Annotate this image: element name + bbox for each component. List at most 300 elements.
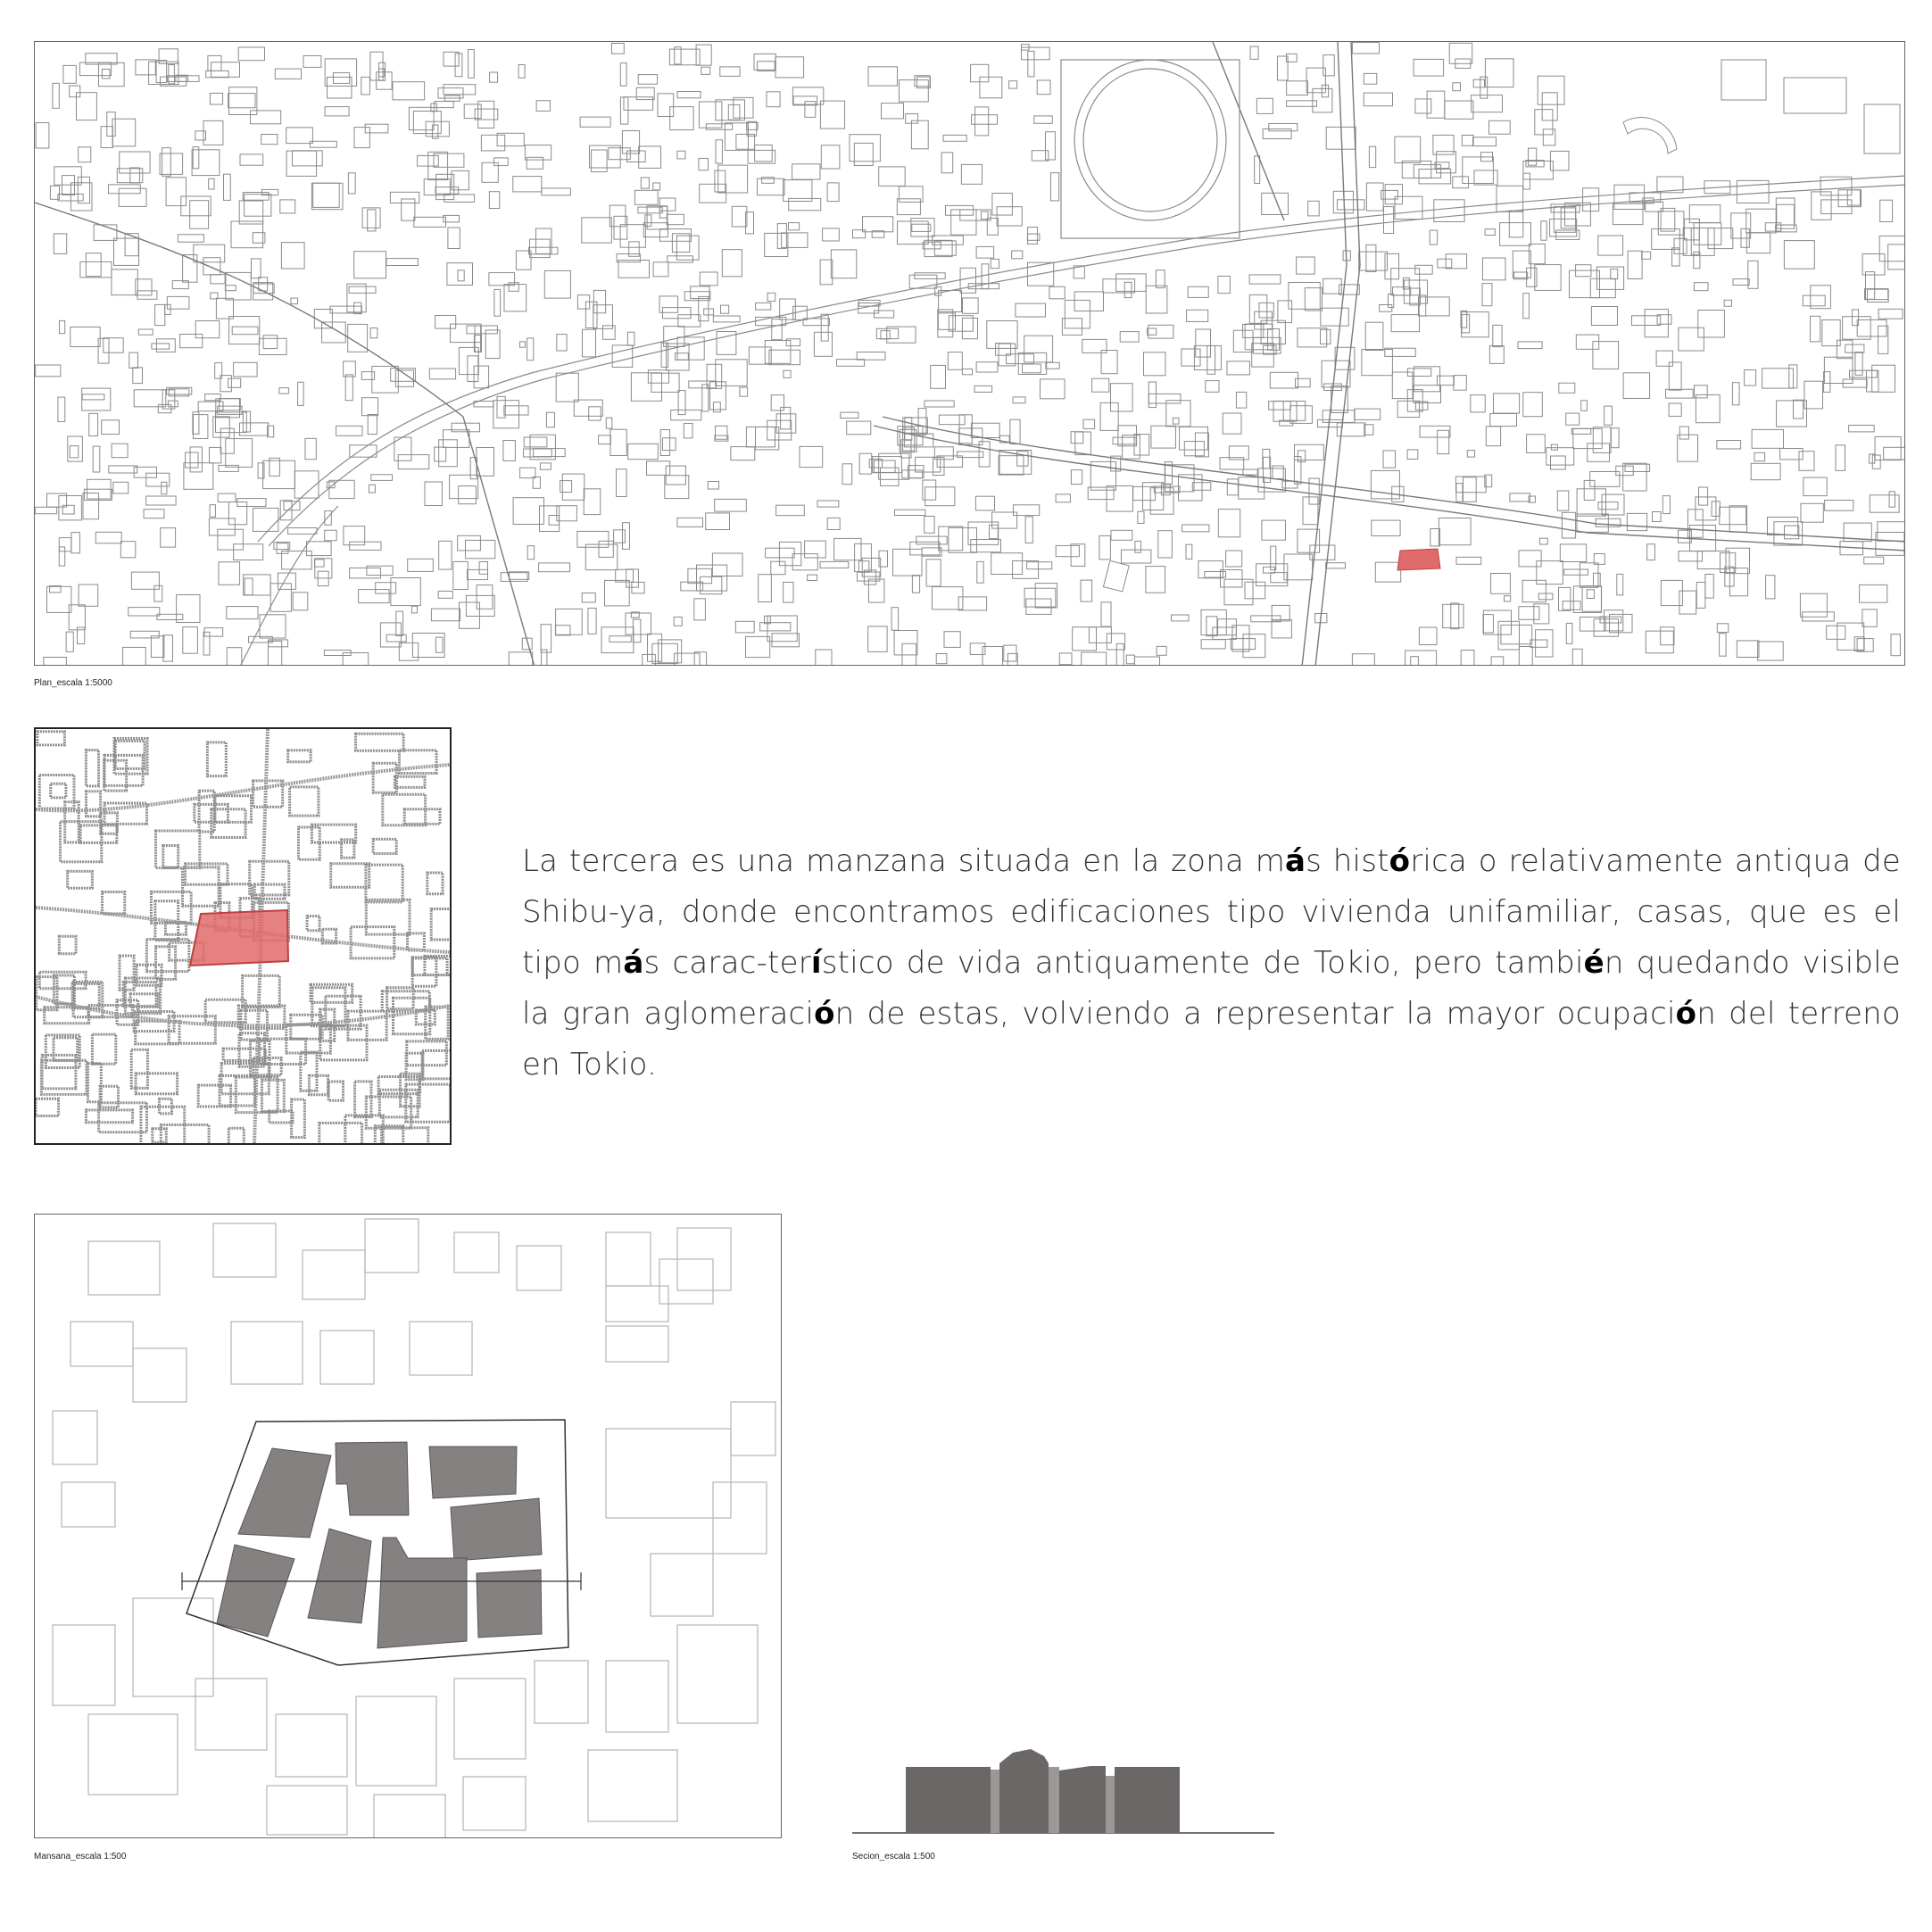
building-footprint (439, 440, 458, 467)
building-footprint (1879, 236, 1905, 261)
building-footprint (1857, 319, 1886, 336)
building-footprint (1283, 402, 1306, 421)
building-footprint (765, 233, 788, 256)
building-footprint (1420, 426, 1450, 437)
building-footprint (1323, 55, 1335, 76)
building-footprint (638, 207, 662, 213)
building-footprint (1486, 427, 1500, 446)
building-footprint (1088, 487, 1114, 500)
building-footprint (1461, 651, 1474, 667)
zoom-building (373, 839, 396, 853)
building-footprint (1562, 512, 1575, 538)
building-footprint (647, 461, 670, 476)
building-footprint (474, 366, 489, 388)
building-footprint (1523, 173, 1530, 189)
building-footprint (82, 394, 104, 400)
building-footprint (1269, 402, 1291, 410)
building-footprint (1666, 389, 1694, 398)
building-footprint (834, 538, 861, 560)
building-footprint (1180, 427, 1208, 450)
building-footprint (435, 637, 443, 652)
building-footprint (622, 131, 639, 154)
building-footprint (227, 607, 258, 619)
building-footprint (1146, 286, 1167, 313)
building-footprint (1519, 551, 1541, 567)
building-footprint (70, 327, 100, 346)
building-footprint (1404, 280, 1427, 303)
building-footprint (1074, 292, 1103, 311)
building-footprint (772, 319, 782, 340)
building-footprint (1218, 510, 1240, 537)
building-footprint (530, 239, 551, 258)
building-footprint (1472, 95, 1503, 112)
building-footprint (706, 124, 732, 130)
building-footprint (716, 426, 727, 439)
building-footprint (731, 447, 755, 460)
building-footprint (1366, 245, 1376, 271)
zoom-building (400, 750, 437, 774)
building-footprint (1474, 170, 1497, 185)
building-footprint (113, 482, 129, 493)
zoom-map[interactable] (34, 727, 452, 1145)
building-footprint (1611, 428, 1619, 448)
building-footprint (1683, 228, 1714, 255)
building-footprint (154, 585, 162, 601)
zoom-building (120, 956, 134, 990)
building-footprint (1708, 228, 1733, 249)
zoom-building (39, 775, 74, 809)
zoom-building (299, 827, 320, 859)
building-footprint (466, 595, 494, 616)
building-footprint (210, 93, 222, 104)
context-building (588, 1750, 677, 1821)
building-footprint (931, 365, 946, 388)
building-footprint (70, 446, 79, 458)
building-footprint (638, 75, 657, 85)
building-footprint (674, 617, 682, 626)
building-footprint (1561, 208, 1575, 228)
building-footprint (1323, 410, 1355, 423)
zoom-building (153, 1129, 167, 1143)
building-footprint (677, 518, 703, 527)
building-footprint (684, 292, 710, 301)
building-footprint (740, 387, 748, 396)
building-footprint (782, 233, 808, 248)
building-footprint (1694, 283, 1708, 291)
building-footprint (653, 262, 668, 277)
zoom-building (198, 1085, 230, 1107)
building-footprint (1157, 646, 1166, 655)
building-footprint (996, 344, 1011, 356)
building-footprint (186, 452, 198, 468)
building-footprint (1698, 311, 1725, 338)
building-footprint (232, 327, 258, 335)
building-footprint (1482, 258, 1505, 280)
building-footprint (1059, 653, 1072, 665)
building-footprint (853, 230, 866, 238)
building-footprint (771, 561, 785, 575)
building-footprint (1566, 623, 1572, 643)
building-footprint (1224, 579, 1253, 605)
building-footprint (298, 382, 304, 405)
zoom-building (373, 763, 396, 792)
building-footprint (54, 234, 66, 254)
building-footprint (238, 47, 264, 61)
building-footprint (734, 97, 753, 118)
building-footprint (1359, 252, 1388, 270)
building-footprint (1236, 392, 1246, 408)
building-footprint (1889, 492, 1895, 507)
building-footprint (1375, 562, 1400, 582)
manzana-plan[interactable] (34, 1214, 782, 1838)
context-building (267, 1786, 347, 1835)
building-footprint (1623, 463, 1646, 491)
building-footprint (1025, 517, 1032, 543)
building-footprint (1223, 413, 1241, 434)
building-footprint (1527, 435, 1546, 453)
context-building (517, 1246, 561, 1290)
zoom-building (86, 1110, 132, 1123)
building-footprint (354, 252, 386, 278)
building-footprint (1364, 73, 1377, 84)
building-footprint (881, 468, 900, 485)
building-footprint (468, 50, 475, 79)
zoom-building (351, 927, 394, 958)
building-footprint (968, 522, 999, 544)
building-footprint (130, 631, 159, 638)
building-footprint (1483, 610, 1511, 634)
building-footprint (590, 145, 621, 168)
building-footprint (975, 496, 994, 510)
building-footprint (1443, 604, 1464, 627)
building-footprint (458, 535, 481, 551)
building-footprint (1696, 394, 1720, 422)
building-footprint (291, 298, 298, 304)
building-footprint (1317, 419, 1342, 427)
building-footprint (1364, 425, 1373, 435)
building-footprint (837, 360, 865, 367)
building-footprint (1482, 284, 1492, 306)
building-footprint (1751, 463, 1780, 479)
building-footprint (1523, 393, 1543, 417)
building-footprint (962, 318, 977, 338)
building-footprint (71, 533, 80, 553)
building-footprint (1509, 211, 1523, 237)
building-footprint (278, 573, 296, 589)
building-footprint (1391, 315, 1419, 332)
building-footprint (659, 206, 667, 218)
building-footprint (976, 246, 994, 258)
building-footprint (1107, 634, 1124, 650)
building-footprint (912, 224, 931, 231)
building-footprint (1173, 418, 1179, 424)
zoom-building (100, 1086, 118, 1107)
zoom-building (431, 909, 450, 941)
building-footprint (603, 326, 616, 339)
building-footprint (788, 223, 799, 230)
building-footprint (1263, 129, 1291, 139)
building-footprint (1415, 265, 1432, 274)
building-footprint (1133, 486, 1156, 500)
building-footprint (1594, 619, 1618, 637)
building-footprint (842, 464, 852, 485)
building-footprint (1122, 550, 1151, 563)
building-footprint (1542, 93, 1557, 120)
building-footprint (776, 505, 805, 516)
building-footprint (1419, 170, 1451, 184)
building-footprint (678, 315, 701, 328)
building-footprint (721, 305, 729, 313)
building-footprint (784, 582, 793, 602)
building-footprint (808, 575, 817, 580)
building-footprint (226, 272, 251, 300)
building-footprint (1135, 541, 1141, 552)
building-footprint (707, 364, 722, 388)
building-footprint (1647, 544, 1655, 560)
building-footprint (536, 101, 550, 112)
building-footprint (863, 217, 893, 232)
building-footprint (1576, 335, 1598, 349)
building-footprint (720, 67, 740, 77)
building-footprint (1166, 401, 1190, 427)
building-footprint (1560, 544, 1586, 562)
building-footprint (1393, 287, 1411, 295)
building-footprint (605, 580, 630, 606)
building-footprint (277, 543, 288, 554)
building-footprint (1837, 340, 1853, 359)
building-footprint (939, 291, 962, 312)
park-area (1623, 60, 1900, 153)
building-footprint (971, 423, 999, 437)
building-footprint (1836, 445, 1845, 471)
building-footprint (1785, 526, 1799, 539)
building-footprint (713, 316, 740, 322)
building-footprint (665, 476, 689, 499)
building-footprint (1100, 402, 1118, 430)
building-footprint (211, 62, 240, 78)
building-footprint (269, 641, 282, 666)
building-footprint (1801, 503, 1823, 522)
zoom-building (163, 846, 178, 868)
building-footprint (224, 174, 231, 200)
building-footprint (125, 234, 138, 256)
zoom-building (136, 1074, 178, 1094)
building-footprint (1804, 381, 1823, 409)
building-footprint (1369, 146, 1375, 167)
building-footprint (1284, 554, 1313, 580)
building-footprint (114, 238, 139, 265)
building-footprint (1270, 372, 1298, 388)
building-footprint (112, 119, 136, 146)
building-footprint (1092, 378, 1109, 392)
context-building (606, 1661, 668, 1732)
building-footprint (1028, 228, 1038, 245)
building-footprint (234, 544, 263, 560)
building-footprint (129, 352, 138, 368)
building-footprint (439, 541, 452, 569)
building-footprint (925, 517, 934, 534)
building-footprint (876, 328, 898, 338)
building-footprint (211, 275, 225, 284)
building-footprint (786, 339, 800, 346)
context-building (231, 1322, 303, 1384)
zoom-building (136, 1021, 179, 1044)
context-building (133, 1598, 213, 1696)
building-footprint (1278, 301, 1292, 323)
context-building (88, 1241, 160, 1295)
building-footprint (322, 322, 346, 343)
building-footprint (1684, 219, 1699, 240)
building-footprint (458, 270, 464, 281)
building-footprint (120, 152, 150, 173)
building-footprint (961, 164, 982, 184)
building-footprint (190, 201, 209, 229)
building-footprint (1613, 203, 1643, 224)
building-footprint (894, 631, 917, 655)
section-svg (848, 1740, 1276, 1838)
building-footprint (1777, 401, 1807, 427)
building-footprint (408, 559, 434, 571)
building-footprint (1028, 51, 1034, 76)
building-footprint (667, 214, 684, 224)
building-footprint (354, 128, 369, 148)
building-footprint (524, 437, 547, 447)
highlighted-letter: ó (814, 996, 835, 1032)
zoom-building (87, 792, 101, 817)
context-building (303, 1250, 365, 1299)
building-footprint (402, 199, 415, 220)
building-footprint (1103, 560, 1129, 592)
building-footprint (759, 575, 772, 602)
building-footprint (359, 590, 390, 603)
building-footprint (772, 634, 800, 647)
building-footprint (194, 415, 208, 439)
building-footprint (1335, 347, 1355, 369)
building-footprint (631, 373, 661, 402)
building-footprint (1717, 624, 1729, 633)
building-footprint (1415, 99, 1431, 113)
building-footprint (1438, 259, 1452, 268)
building-footprint (1151, 426, 1176, 448)
building-footprint (529, 247, 558, 254)
building-footprint (1551, 456, 1566, 469)
building-footprint (294, 471, 319, 498)
zoom-building (356, 734, 404, 750)
building-footprint (226, 439, 253, 468)
building-footprint (1489, 120, 1511, 134)
building-footprint (1485, 59, 1513, 87)
building-footprint (1656, 351, 1672, 366)
building-footprint (891, 608, 899, 631)
building-footprint (1016, 303, 1046, 317)
building-footprint (628, 444, 659, 459)
building-footprint (875, 311, 894, 318)
section-drawing[interactable] (848, 1740, 1276, 1838)
building-footprint (481, 135, 504, 151)
building-footprint (1227, 361, 1249, 375)
building-footprint (1282, 481, 1298, 488)
building-footprint (1186, 544, 1192, 559)
building-footprint (1395, 196, 1422, 219)
building-footprint (1784, 241, 1814, 269)
building-footprint (1414, 367, 1439, 392)
building-footprint (146, 496, 177, 505)
building-footprint (1083, 419, 1095, 428)
building-footprint (1206, 617, 1217, 636)
building-footprint (1082, 339, 1107, 352)
building-footprint (1451, 603, 1459, 629)
building-footprint (746, 427, 775, 447)
building-footprint (1124, 282, 1132, 297)
highlighted-letter: ó (1389, 843, 1411, 879)
zoom-building (394, 776, 425, 787)
building-footprint (347, 284, 366, 312)
building-footprint (636, 87, 654, 99)
building-footprint (1414, 59, 1444, 76)
building-footprint (700, 272, 717, 286)
building-footprint (658, 94, 674, 117)
building-footprint (478, 101, 494, 128)
building-footprint (643, 654, 656, 666)
building-footprint (1705, 575, 1713, 599)
building-footprint (1891, 634, 1900, 656)
building-footprint (412, 634, 444, 658)
zoom-building (366, 900, 410, 934)
building-footprint (648, 634, 662, 661)
building-footprint (905, 418, 912, 441)
building-footprint (220, 399, 241, 410)
building-footprint (1032, 151, 1049, 161)
building-footprint (527, 338, 534, 361)
building-footprint (1803, 295, 1825, 306)
building-footprint (606, 418, 612, 428)
building-footprint (1013, 397, 1025, 403)
context-building (195, 1679, 267, 1750)
building-footprint (313, 183, 340, 207)
building-footprint (1587, 590, 1594, 599)
building-footprint (1297, 257, 1315, 274)
building-footprint (206, 70, 229, 77)
building-footprint (585, 302, 597, 328)
building-footprint (210, 505, 215, 518)
building-footprint (1672, 248, 1680, 266)
building-footprint (180, 335, 203, 348)
city-plan-map[interactable] (34, 41, 1905, 666)
building-footprint (1653, 512, 1662, 522)
building-footprint (281, 243, 304, 269)
building-footprint (1397, 401, 1419, 417)
building-footprint (109, 185, 141, 194)
building-footprint (1598, 236, 1623, 255)
building-footprint (379, 69, 385, 77)
building-footprint (997, 207, 1022, 226)
zoom-building (404, 809, 440, 825)
building-footprint (589, 407, 601, 420)
building-footprint (1099, 535, 1111, 560)
building-footprint (1535, 265, 1561, 291)
building-footprint (1013, 561, 1039, 579)
building-footprint (109, 466, 137, 473)
building-footprint (909, 275, 937, 288)
building-footprint (60, 320, 65, 333)
building-footprint (1023, 364, 1041, 373)
building-footprint (112, 444, 128, 458)
building-footprint (820, 101, 844, 129)
building-footprint (771, 395, 784, 410)
building-footprint (63, 65, 76, 83)
building-footprint (1591, 307, 1617, 326)
building-footprint (1380, 305, 1392, 312)
